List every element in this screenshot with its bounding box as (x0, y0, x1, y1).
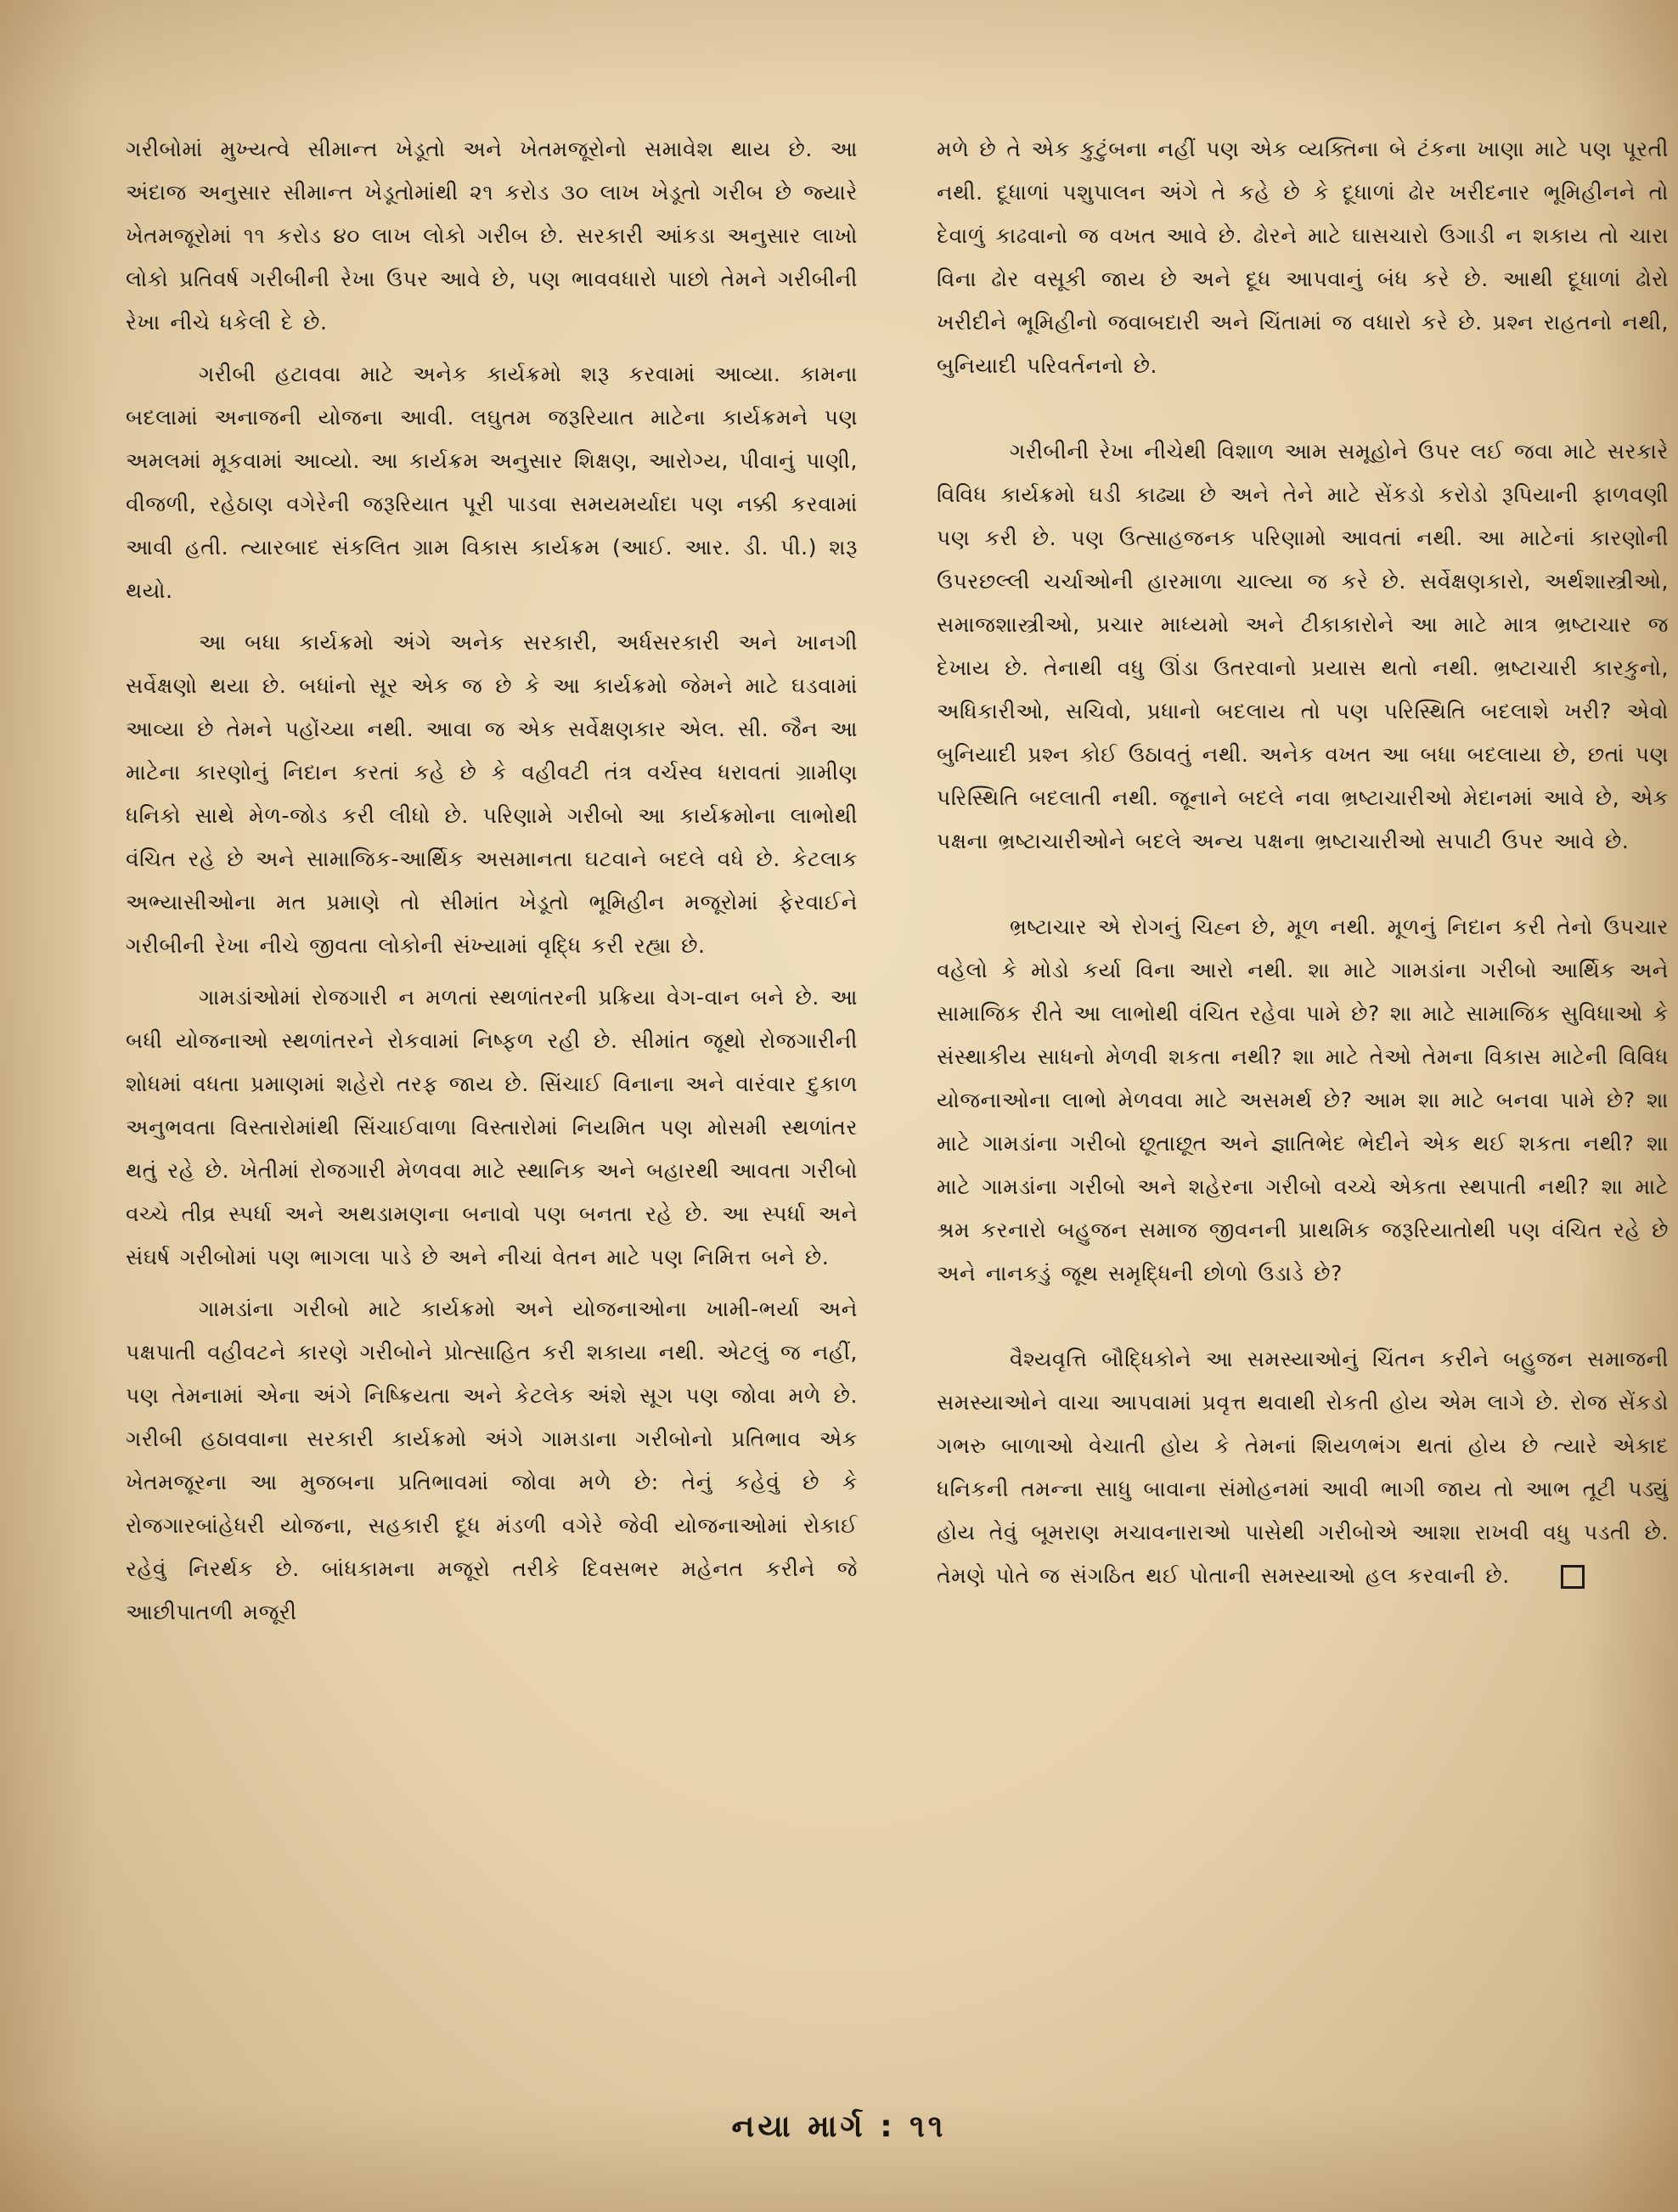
paragraph-text: વૈશ્યવૃત્તિ બૌદ્ધિકોને આ સમસ્યાઓનું ચિંતન કરીને બહુજન સમાજની સમસ્યાઓને વાચા આપવામાં પ્રવૃત્ત થવાથી રોકતી હોય એમ લાગે છે. રોજ સેંકડો ગભરુ બાળાઓ વેચાતી હોય કે તેમનાં શિયળભંગ થતાં હોય છે ત્યારે એકાદ ધનિકની તમન્ના સાધુ બાવાના સંમોહનમાં આવી ભાગી જાય તો આભ તૂટી પડ્યું હોય તેવું બૂમરાણ મચાવનારાઓ પાસેથી ગરીબોએ આશા રાખવી વધુ પડતી છે. તેમણે પોતે જ સંગઠિત થઈ પોતાની સમસ્યાઓ હલ કરવાની છે. (937, 1347, 1669, 1588)
final-paragraph-wrapper (937, 1337, 1669, 1597)
page-footer: નયા માર્ગ : ૧૧ (731, 2109, 947, 2144)
paragraph: ગામડાંઓમાં રોજગારી ન મળતાં સ્થળાંતરની પ્રક્રિયા વેગ-વાન બને છે. આ બધી યોજનાઓ સ્થળાંતરને રોકવામાં નિષ્ફળ રહી છે. સીમાંત જૂથો રોજગારીની શોધમાં વધતા પ્રમાણમાં શહેરો તરફ જાય છે. સિંચાઈ વિનાના અને વારંવાર દુકાળ અનુભવતા વિસ્તારોમાંથી સિંચાઈવાળા વિસ્તારોમાં નિયમિત પણ મોસમી સ્થળાંતર થતું રહે છે. ખેતીમાં રોજગારી મેળવવા માટે સ્થાનિક અને બહારથી આવતા ગરીબો વચ્ચે તીવ્ર સ્પર્ધા અને અથડામણના બનાવો પણ બનતા રહે છે. આ સ્પર્ધા અને સંઘર્ષ ગરીબોમાં પણ ભાગલા પાડે છે અને નીચાં વેતન માટે પણ નિમિત્ત બને છે. (126, 985, 858, 1269)
left-column (126, 127, 858, 1634)
paragraph (937, 1337, 1669, 1597)
paragraph: મળે છે તે એક કુટુંબના નહીં પણ એક વ્યક્તિના બે ટંકના ખાણા માટે પણ પૂરતી નથી. દૂધાળાં પશુપાલન અંગે તે કહે છે કે દૂધાળાં ઢોર ખરીદનાર ભૂમિહીનને તો દેવાળું કાઢવાનો જ વખત આવે છે. ઢોરને માટે ઘાસચારો ઉગાડી ન શકાય તો ચારા વિના ઢોર વસૂકી જાય છે અને દૂધ આપવાનું બંધ કરે છે. આથી દૂધાળાં ઢોરો ખરીદીને ભૂમિહીનો જવાબદારી અને ચિંતામાં જ વધારો કરે છે. પ્રશ્ન રાહતનો નથી, બુનિયાદી પરિવર્તનનો છે. (937, 137, 1669, 378)
paragraph: ભ્રષ્ટાચાર એ રોગનું ચિહ્ન છે, મૂળ નથી. મૂળનું નિદાન કરી તેનો ઉપચાર વહેલો કે મોડો કર્યા વિના આરો નથી. શા માટે ગામડાંના ગરીબો આર્થિક અને સામાજિક રીતે આ લાભોથી વંચિત રહેવા પામે છે? શા માટે સામાજિક સુવિધાઓ કે સંસ્થાકીય સાધનો મેળવી શકતા નથી? શા માટે તેઓ તેમના વિકાસ માટેની વિવિધ યોજનાઓના લાભો મેળવવા માટે અસમર્થ છે? આમ શા માટે બનવા પામે છે? શા માટે ગામડાંના ગરીબો છૂતાછૂત અને જ્ઞાતિભેદ ભેદીને એક થઈ શકતા નથી? શા માટે ગામડાંના ગરીબો અને શહેરના ગરીબો વચ્ચે એકતા સ્થપાતી નથી? શા માટે શ્રમ કરનારો બહુજન સમાજ જીવનની પ્રાથમિક જરૂરિયાતોથી પણ વંચિત રહે છે અને નાનકડું જૂથ સમૃદ્ધિની છોળો ઉડાડે છે? (937, 915, 1669, 1286)
paragraph: ગરીબોમાં મુખ્યત્વે સીમાન્ત ખેડૂતો અને ખેતમજૂરોનો સમાવેશ થાય છે. આ અંદાજ અનુસાર સીમાન્ત ખેડૂતોમાંથી ૨૧ કરોડ ૩૦ લાખ ખેડૂતો ગરીબ છે જ્યારે ખેતમજૂરોમાં ૧૧ કરોડ ૪૦ લાખ લોકો ગરીબ છે. સરકારી આંકડા અનુસાર લાખો લોકો પ્રતિવર્ષ ગરીબીની રેખા ઉપર આવે છે, પણ ભાવવધારો પાછો તેમને ગરીબીની રેખા નીચે ધકેલી દે છે. (126, 137, 858, 335)
paragraph: આ બધા કાર્યક્રમો અંગે અનેક સરકારી, અર્ધસરકારી અને ખાનગી સર્વેક્ષણો થયા છે. બધાંનો સૂર એક જ છે કે આ કાર્યક્રમો જેમને માટે ઘડવામાં આવ્યા છે તેમને પહોંચ્યા નથી. આવા જ એક સર્વેક્ષણકાર એલ. સી. જૈન આ માટેના કારણોનું નિદાન કરતાં કહે છે કે વહીવટી તંત્ર વર્ચસ્વ ધરાવતાં ગ્રામીણ ધનિકો સાથે મેળ-જોડ કરી લીધો છે. પરિણામે ગરીબો આ કાર્યક્રમોના લાભોથી વંચિત રહે છે અને સામાજિક-આર્થિક અસમાનતા ઘટવાને બદલે વધે છે. કેટલાક અભ્યાસીઓના મત પ્રમાણે તો સીમાંત ખેડૂતો ભૂમિહીન મજૂરોમાં ફેરવાઈને ગરીબીની રેખા નીચે જીવતા લોકોની સંખ્યામાં વૃદ્ધિ કરી રહ્યા છે. (126, 630, 858, 958)
end-of-article-mark (1561, 1565, 1585, 1589)
paragraph: ગરીબી હટાવવા માટે અનેક કાર્યક્રમો શરૂ કરવામાં આવ્યા. કામના બદલામાં અનાજની યોજના આવી. લઘુતમ જરૂરિયાત માટેના કાર્યક્રમને પણ અમલમાં મૂકવામાં આવ્યો. આ કાર્યક્રમ અનુસાર શિક્ષણ, આરોગ્ય, પીવાનું પાણી, વીજળી, રહેઠાણ વગેરેની જરૂરિયાત પૂરી પાડવા સમયમર્યાદા પણ નક્કી કરવામાં આવી હતી. ત્યારબાદ સંકલિત ગ્રામ વિકાસ કાર્યક્રમ (આઈ. આર. ડી. પી.) શરૂ થયો. (126, 362, 858, 603)
paragraph: ગામડાંના ગરીબો માટે કાર્યક્રમો અને યોજનાઓના ખામી-ભર્યા અને પક્ષપાતી વહીવટને કારણે ગરીબોને પ્રોત્સાહિત કરી શકાયા નથી. એટલું જ નહીં, પણ તેમનામાં એના અંગે નિષ્ક્રિયતા અને કેટલેક અંશે સૂગ પણ જોવા મળે છે. ગરીબી હઠાવવાના સરકારી કાર્યક્રમો અંગે ગામડાના ગરીબોનો પ્રતિભાવ એક ખેતમજૂરના આ મુજબના પ્રતિભાવમાં જોવા મળે છે: તેનું કહેવું છે કે રોજગારબાંહેધરી યોજના, સહકારી દૂધ મંડળી વગેરે જેવી યોજનાઓમાં રોકાઈ રહેવું નિરર્થક છે. બાંધકામના મજૂરો તરીકે દિવસભર મહેનત કરીને જે આછીપાતળી મજૂરી (126, 1297, 858, 1624)
paragraph: ગરીબીની રેખા નીચેથી વિશાળ આમ સમૂહોને ઉપર લઈ જવા માટે સરકારે વિવિધ કાર્યક્રમો ઘડી કાઢ્યા છે અને તેને માટે સેંકડો કરોડો રૂપિયાની ફાળવણી પણ કરી છે. પણ ઉત્સાહજનક પરિણામો આવતાં નથી. આ માટેનાં કારણોની ઉપરછલ્લી ચર્ચાઓની હારમાળા ચાલ્યા જ કરે છે. સર્વેક્ષણકારો, અર્થશાસ્ત્રીઓ, સમાજશાસ્ત્રીઓ, પ્રચાર માધ્યમો અને ટીકાકારોને આ માટે માત્ર ભ્રષ્ટાચાર જ દેખાય છે. તેનાથી વધુ ઊંડા ઉતરવાનો પ્રયાસ થતો નથી. ભ્રષ્ટાચારી કારકુનો, અધિકારીઓ, સચિવો, પ્રધાનો બદલાય તો પણ પરિસ્થિતિ બદલાશે ખરી? એવો બુનિયાદી પ્રશ્ન કોઈ ઉઠાવતું નથી. અનેક વખત આ બધા બદલાયા છે, છતાં પણ પરિસ્થિતિ બદલાતી નથી. જૂનાને બદલે નવા ભ્રષ્ટાચારીઓ મેદાનમાં આવે છે, એક પક્ષના ભ્રષ્ટાચારીઓને બદલે અન્ય પક્ષના ભ્રષ્ટાચારીઓ સપાટી ઉપર આવે છે. (937, 439, 1669, 853)
right-column (937, 127, 1669, 1597)
